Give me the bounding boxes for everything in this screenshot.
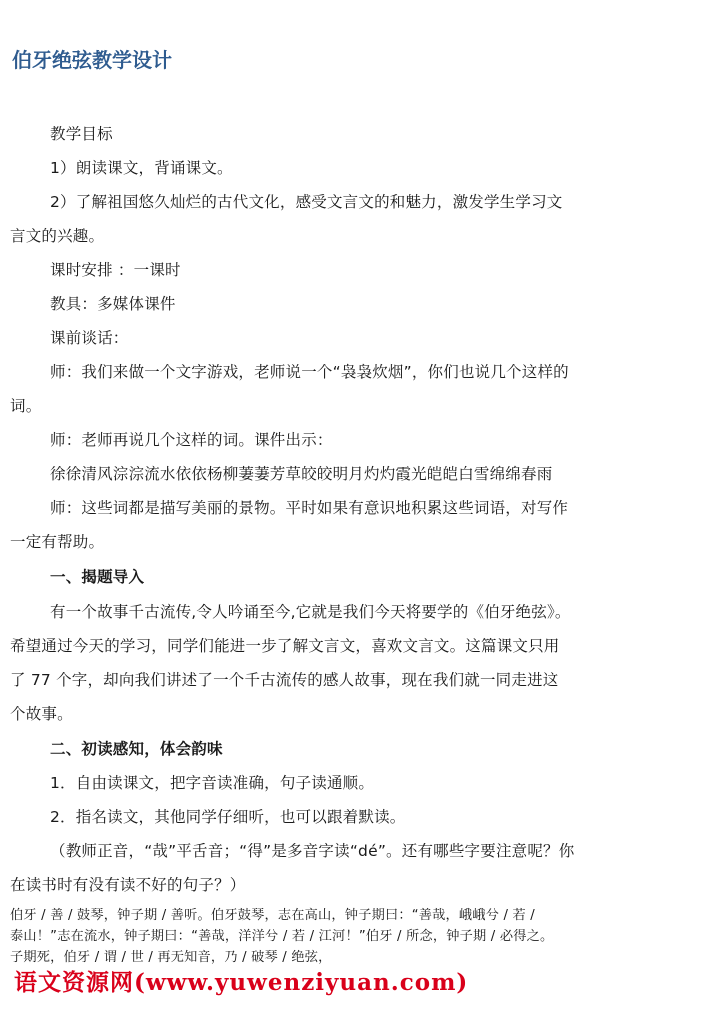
intro-paragraph-line-4: 个故事。 — [10, 705, 73, 723]
text-passage-line-1: 伯牙 / 善 / 鼓琴，钟子期 / 善听。伯牙鼓琴，志在高山，钟子期曰：“善哉，峨峨兮 / 若 / — [10, 908, 535, 923]
footer-website-link[interactable]: 语文资源网(www.yuwenziyuan.com) — [14, 969, 469, 996]
tools-line: 教具：多媒体课件 — [50, 295, 176, 313]
reading-step-1: 1．自由读课文，把字音读准确，句子读通顺。 — [50, 774, 375, 792]
teacher-line-1: 师：我们来做一个文字游戏，老师说一个“袅袅炊烟”，你们也说几个这样的 — [50, 363, 569, 381]
text-passage-line-3: 子期死，伯牙 / 谓 / 世 / 再无知音，乃 / 破琴 / 绝弦， — [10, 950, 332, 965]
pre-class-talk-heading: 课前谈话： — [50, 329, 129, 347]
word-list-line: 徐徐清风淙淙流水依依杨柳萋萋芳草皎皎明月灼灼霞光皑皑白雪绵绵春雨 — [50, 465, 553, 483]
document-title: 伯牙绝弦教学设计 — [12, 48, 172, 72]
goal-item-2-cont: 言文的兴趣。 — [10, 227, 105, 245]
pronunciation-note-line-1: （教师正音，“哉”平舌音；“得”是多音字读“dé”。还有哪些字要注意呢？你 — [50, 842, 575, 860]
pronunciation-note-line-2: 在读书时有没有读不好的句子？） — [10, 876, 246, 894]
goal-item-2: 2）了解祖国悠久灿烂的古代文化，感受文言文的和魅力，激发学生学习文 — [50, 193, 563, 211]
teacher-line-1-cont: 词。 — [10, 397, 42, 415]
goal-item-1: 1）朗读课文，背诵课文。 — [50, 159, 233, 177]
section-heading-1: 一、揭题导入 — [50, 568, 145, 586]
text-passage-line-2: 泰山！”志在流水，钟子期曰：“善哉，洋洋兮 / 若 / 江河！”伯牙 / 所念，钟子期 / 必得之。 — [10, 929, 554, 944]
teacher-line-3: 师：这些词都是描写美丽的景物。平时如果有意识地积累这些词语，对写作 — [50, 499, 569, 517]
teacher-line-2: 师：老师再说几个这样的词。课件出示： — [50, 431, 333, 449]
intro-paragraph-line-1: 有一个故事千古流传,令人吟诵至今,它就是我们今天将要学的《伯牙绝弦》。 — [50, 603, 571, 621]
reading-step-2: 2．指名读文，其他同学仔细听，也可以跟着默读。 — [50, 808, 406, 826]
intro-paragraph-line-3: 了 77 个字，却向我们讲述了一个千古流传的感人故事，现在我们就一同走进这 — [10, 671, 559, 689]
section-heading-2: 二、初读感知，体会韵味 — [50, 740, 223, 758]
teacher-line-3-cont: 一定有帮助。 — [10, 533, 105, 551]
section-heading-goals: 教学目标 — [50, 125, 113, 143]
intro-paragraph-line-2: 希望通过今天的学习，同学们能进一步了解文言文，喜欢文言文。这篇课文只用 — [10, 637, 560, 655]
schedule-line: 课时安排 ：一课时 — [50, 261, 181, 279]
